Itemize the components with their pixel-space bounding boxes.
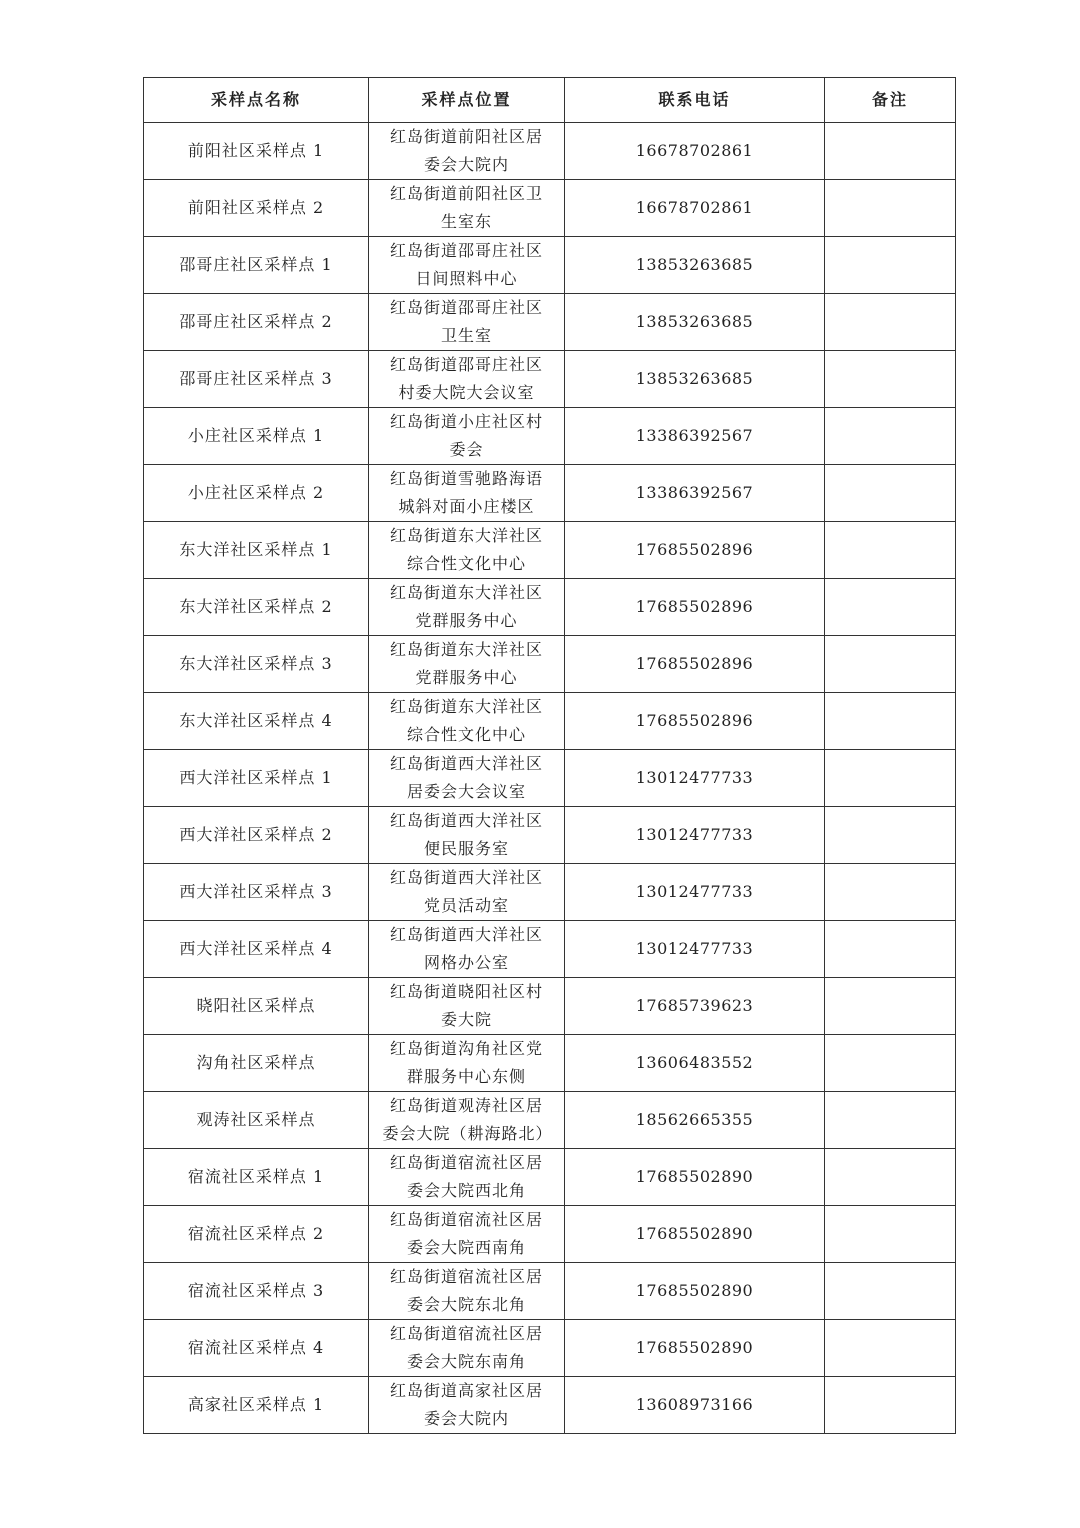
contact-phone-cell: 17685739623: [565, 978, 825, 1035]
contact-phone-cell: 17685502890: [565, 1320, 825, 1377]
site-location-text: 红岛街道观涛社区居委会大院（耕海路北）: [382, 1096, 553, 1143]
contact-phone-cell: 13012477733: [565, 750, 825, 807]
table-row: [144, 522, 956, 579]
contact-phone-cell: 13012477733: [565, 921, 825, 978]
site-location-text: 红岛街道邵哥庄社区村委大院大会议室: [389, 355, 543, 402]
contact-phone-cell: 13012477733: [565, 807, 825, 864]
site-name-cell: 前阳社区采样点 2: [144, 180, 369, 237]
site-location-cell: [369, 123, 565, 180]
site-name-cell: 东大洋社区采样点 2: [144, 579, 369, 636]
site-name-cell: 西大洋社区采样点 4: [144, 921, 369, 978]
site-location-cell: [369, 579, 565, 636]
site-name-cell: 宿流社区采样点 3: [144, 1263, 369, 1320]
site-location-text: 红岛街道宿流社区居委会大院东南角: [389, 1324, 543, 1371]
note-cell: [825, 408, 956, 465]
contact-phone-cell: 17685502896: [565, 693, 825, 750]
table-row: [144, 408, 956, 465]
column-header-note: 备注: [825, 78, 956, 123]
contact-phone-cell: 13853263685: [565, 294, 825, 351]
site-location-cell: [369, 1206, 565, 1263]
table-row: [144, 123, 956, 180]
site-name-cell: 宿流社区采样点 4: [144, 1320, 369, 1377]
site-location-text: 红岛街道西大洋社区党员活动室: [389, 868, 543, 915]
note-cell: [825, 180, 956, 237]
contact-phone-cell: 17685502890: [565, 1263, 825, 1320]
site-name-cell: 邵哥庄社区采样点 1: [144, 237, 369, 294]
site-location-cell: [369, 693, 565, 750]
table-row: [144, 1149, 956, 1206]
site-location-text: 红岛街道前阳社区居委会大院内: [389, 127, 543, 174]
note-cell: [825, 579, 956, 636]
table-header-row: [144, 78, 956, 123]
site-location-text: 红岛街道西大洋社区网格办公室: [389, 925, 543, 972]
site-name-cell: 邵哥庄社区采样点 3: [144, 351, 369, 408]
site-location-text: 红岛街道东大洋社区综合性文化中心: [389, 697, 543, 744]
site-location-cell: [369, 1320, 565, 1377]
site-name-cell: 小庄社区采样点 1: [144, 408, 369, 465]
contact-phone-cell: 13608973166: [565, 1377, 825, 1434]
site-name-cell: 高家社区采样点 1: [144, 1377, 369, 1434]
site-location-cell: [369, 1035, 565, 1092]
column-header-phone: 联系电话: [565, 78, 825, 123]
table-row: [144, 1320, 956, 1377]
table-row: [144, 351, 956, 408]
table-row: [144, 237, 956, 294]
table-row: [144, 864, 956, 921]
column-header-location: 采样点位置: [369, 78, 565, 123]
site-location-cell: [369, 180, 565, 237]
site-location-text: 红岛街道宿流社区居委会大院西北角: [389, 1153, 543, 1200]
table-row: [144, 978, 956, 1035]
site-name-cell: 东大洋社区采样点 4: [144, 693, 369, 750]
site-location-text: 红岛街道东大洋社区党群服务中心: [389, 583, 543, 630]
site-location-cell: [369, 1263, 565, 1320]
table-row: [144, 693, 956, 750]
contact-phone-cell: 17685502890: [565, 1149, 825, 1206]
table-row: [144, 465, 956, 522]
site-name-cell: 小庄社区采样点 2: [144, 465, 369, 522]
contact-phone-cell: 18562665355: [565, 1092, 825, 1149]
note-cell: [825, 1320, 956, 1377]
site-location-cell: [369, 807, 565, 864]
note-cell: [825, 750, 956, 807]
table-row: [144, 1206, 956, 1263]
site-name-cell: 西大洋社区采样点 3: [144, 864, 369, 921]
site-location-cell: [369, 408, 565, 465]
site-location-text: 红岛街道雪驰路海语城斜对面小庄楼区: [389, 469, 543, 516]
site-location-text: 红岛街道西大洋社区居委会大会议室: [389, 754, 543, 801]
table-row: [144, 294, 956, 351]
site-location-text: 红岛街道小庄社区村委会: [389, 412, 543, 459]
contact-phone-cell: 13386392567: [565, 408, 825, 465]
site-location-text: 红岛街道东大洋社区综合性文化中心: [389, 526, 543, 573]
contact-phone-cell: 13853263685: [565, 351, 825, 408]
note-cell: [825, 807, 956, 864]
table-row: [144, 1092, 956, 1149]
note-cell: [825, 522, 956, 579]
site-name-cell: 西大洋社区采样点 2: [144, 807, 369, 864]
table-row: [144, 1377, 956, 1434]
note-cell: [825, 978, 956, 1035]
site-location-cell: [369, 522, 565, 579]
note-cell: [825, 1092, 956, 1149]
contact-phone-cell: 13853263685: [565, 237, 825, 294]
note-cell: [825, 1149, 956, 1206]
site-location-text: 红岛街道宿流社区居委会大院西南角: [389, 1210, 543, 1257]
note-cell: [825, 351, 956, 408]
site-location-cell: [369, 978, 565, 1035]
note-cell: [825, 237, 956, 294]
note-cell: [825, 123, 956, 180]
contact-phone-cell: 13012477733: [565, 864, 825, 921]
note-cell: [825, 1035, 956, 1092]
site-name-cell: 东大洋社区采样点 3: [144, 636, 369, 693]
site-name-cell: 观涛社区采样点: [144, 1092, 369, 1149]
table-row: [144, 750, 956, 807]
contact-phone-cell: 16678702861: [565, 180, 825, 237]
sampling-sites-sheet: [143, 77, 955, 1434]
site-name-cell: 东大洋社区采样点 1: [144, 522, 369, 579]
site-location-cell: [369, 237, 565, 294]
note-cell: [825, 921, 956, 978]
table-row: [144, 1035, 956, 1092]
table-body: [144, 123, 956, 1434]
site-name-cell: 西大洋社区采样点 1: [144, 750, 369, 807]
note-cell: [825, 1377, 956, 1434]
site-location-text: 红岛街道高家社区居委会大院内: [389, 1381, 543, 1428]
site-name-cell: 沟角社区采样点: [144, 1035, 369, 1092]
site-location-cell: [369, 636, 565, 693]
note-cell: [825, 294, 956, 351]
table-row: [144, 180, 956, 237]
table-row: [144, 807, 956, 864]
site-location-text: 红岛街道西大洋社区便民服务室: [389, 811, 543, 858]
note-cell: [825, 1263, 956, 1320]
table-row: [144, 921, 956, 978]
contact-phone-cell: 17685502896: [565, 636, 825, 693]
contact-phone-cell: 17685502890: [565, 1206, 825, 1263]
contact-phone-cell: 17685502896: [565, 579, 825, 636]
site-location-cell: [369, 1092, 565, 1149]
note-cell: [825, 465, 956, 522]
note-cell: [825, 1206, 956, 1263]
site-name-cell: 前阳社区采样点 1: [144, 123, 369, 180]
table-row: [144, 636, 956, 693]
note-cell: [825, 693, 956, 750]
site-name-cell: 宿流社区采样点 1: [144, 1149, 369, 1206]
contact-phone-cell: 13606483552: [565, 1035, 825, 1092]
site-location-cell: [369, 1377, 565, 1434]
column-header-name: 采样点名称: [144, 78, 369, 123]
site-location-text: 红岛街道前阳社区卫生室东: [389, 184, 543, 231]
site-name-cell: 宿流社区采样点 2: [144, 1206, 369, 1263]
site-location-text: 红岛街道沟角社区党群服务中心东侧: [389, 1039, 543, 1086]
note-cell: [825, 636, 956, 693]
site-location-cell: [369, 465, 565, 522]
contact-phone-cell: 13386392567: [565, 465, 825, 522]
contact-phone-cell: 17685502896: [565, 522, 825, 579]
site-location-cell: [369, 294, 565, 351]
site-location-cell: [369, 1149, 565, 1206]
site-location-text: 红岛街道东大洋社区党群服务中心: [389, 640, 543, 687]
site-location-cell: [369, 921, 565, 978]
site-location-text: 红岛街道晓阳社区村委大院: [389, 982, 543, 1029]
site-location-text: 红岛街道宿流社区居委会大院东北角: [389, 1267, 543, 1314]
sampling-sites-table: [143, 77, 956, 1434]
note-cell: [825, 864, 956, 921]
site-location-text: 红岛街道邵哥庄社区日间照料中心: [389, 241, 543, 288]
table-row: [144, 1263, 956, 1320]
site-location-cell: [369, 864, 565, 921]
table-row: [144, 579, 956, 636]
site-location-text: 红岛街道邵哥庄社区卫生室: [389, 298, 543, 345]
contact-phone-cell: 16678702861: [565, 123, 825, 180]
site-name-cell: 晓阳社区采样点: [144, 978, 369, 1035]
site-location-cell: [369, 750, 565, 807]
site-location-cell: [369, 351, 565, 408]
site-name-cell: 邵哥庄社区采样点 2: [144, 294, 369, 351]
